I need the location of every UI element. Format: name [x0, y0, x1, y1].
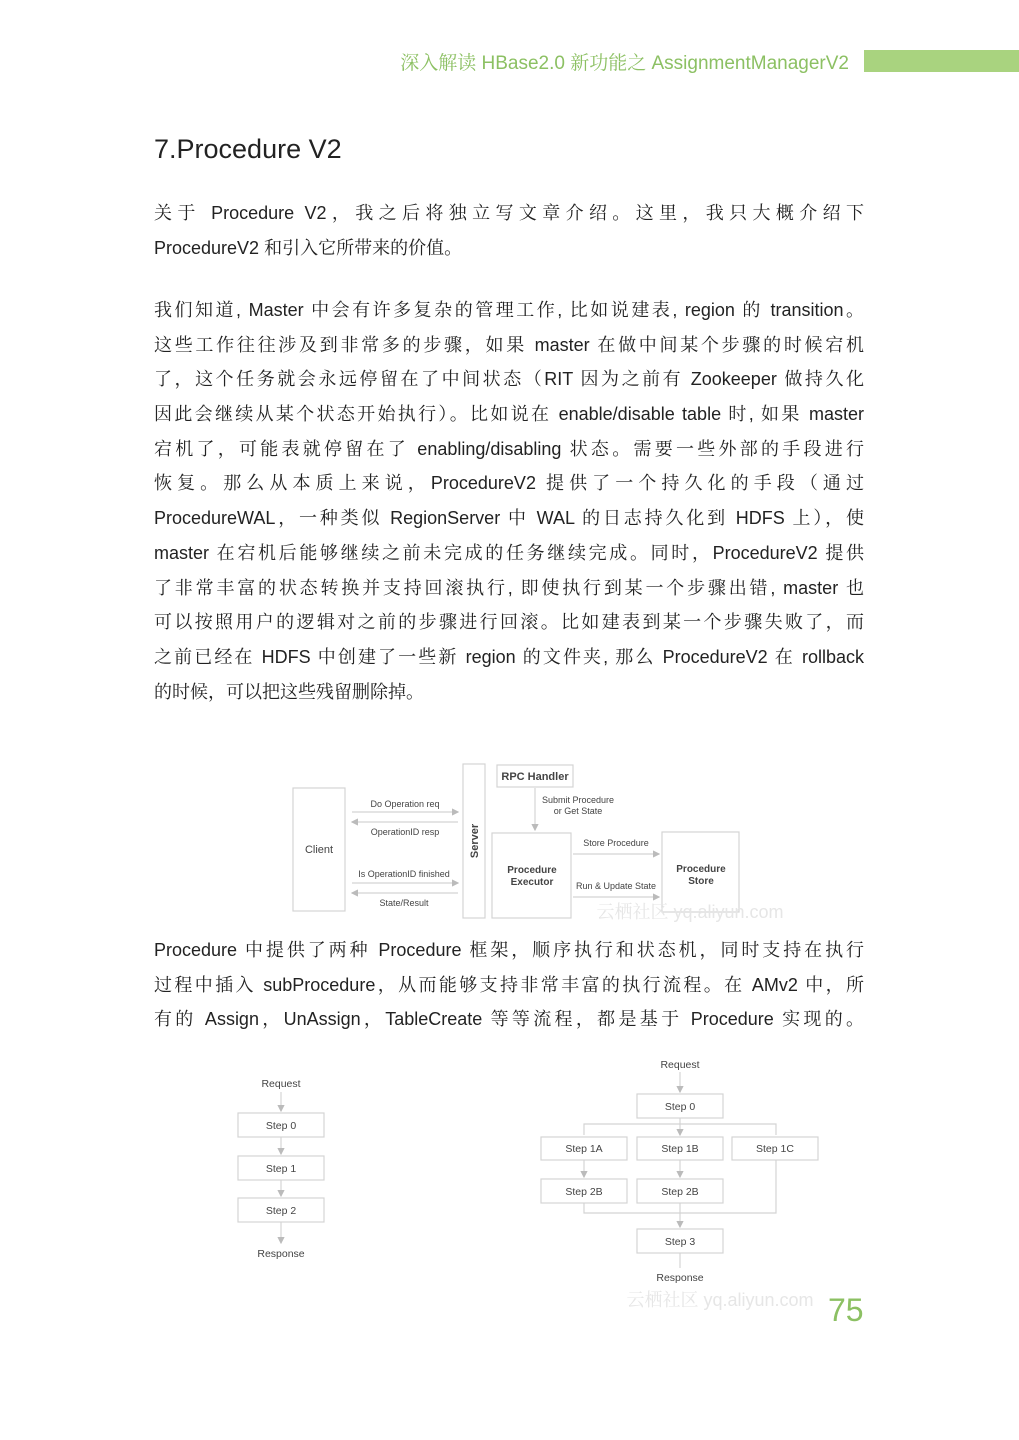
- step-label: Step 0: [664, 1101, 696, 1113]
- server-label: Server: [469, 823, 481, 859]
- step-label: Step 1C: [756, 1143, 794, 1155]
- step-label: Step 2: [265, 1205, 297, 1217]
- operation-resp-label: OperationID resp: [370, 827, 440, 837]
- run-update-label: Run & Update State: [575, 881, 657, 891]
- text-line: 可以按照用户的逻辑对之前的步骤进行回滚。比如建表到某一个步骤失败了，而: [154, 612, 864, 633]
- text-line: 之前已经在 HDFS 中创建了一些新 region 的文件夹, 那么 ProcedureV2 在 rollback: [154, 646, 864, 667]
- text-line: 这些工作往往涉及到非常多的步骤，如果 master 在做中间某个步骤的时候宕机: [154, 334, 864, 355]
- text-line: ProcedureWAL，一种类似 RegionServer 中 WAL 的日志持久化到 HDFS 上），使: [154, 508, 864, 529]
- text-line: 恢复。那么从本质上来说，ProcedureV2 提供了一个持久化的手段（通过: [154, 473, 864, 494]
- state-machine-procedure-diagram: [541, 1059, 818, 1310]
- text-line: 宕机了，可能表就停留在了 enabling/disabling 状态。需要一些外部的手段进行: [154, 438, 864, 459]
- page-number: 75: [828, 1292, 864, 1328]
- text-line: 我们知道, Master 中会有许多复杂的管理工作, 比如说建表, region 的 transition。: [154, 300, 864, 320]
- text-line: 的时候，可以把这些残留删除掉。: [154, 681, 424, 702]
- step-label: Step 1B: [661, 1143, 699, 1155]
- submit-label: Submit Procedure: [541, 795, 615, 805]
- text-line: 过程中插入 subProcedure，从而能够支持非常丰富的执行流程。在 AMv2 中，所: [154, 974, 864, 995]
- text-line: 有的 Assign，UnAssign，TableCreate 等等流程，都是基于 Procedure 实现的。: [154, 1009, 864, 1030]
- executor-label: Procedure: [507, 865, 557, 876]
- text-line: Procedure 中提供了两种 Procedure 框架，顺序执行和状态机，同时支持在执行: [154, 940, 864, 960]
- step-label: Step 3: [664, 1236, 696, 1248]
- section-title: 7.Procedure V2: [154, 134, 342, 164]
- text-line: 了非常丰富的状态转换并支持回滚执行, 即使执行到某一个步骤出错, master 也: [154, 577, 864, 598]
- response-label: Response: [257, 1248, 305, 1260]
- do-operation-label: Do Operation req: [370, 799, 440, 809]
- step-label: Step 1A: [565, 1143, 603, 1155]
- request-label: Request: [261, 1078, 301, 1090]
- text-line: 了，这个任务就会永远停留在了中间状态（RIT 因为之前有 Zookeeper 做持久化: [154, 369, 864, 390]
- step-label: Step 0: [265, 1120, 297, 1132]
- store-label-2: Store: [688, 876, 714, 887]
- text-line: 关于 Procedure V2，我之后将独立写文章介绍。这里，我只大概介绍下: [154, 203, 864, 223]
- store-label: Procedure: [676, 864, 726, 875]
- text-line: master 在宕机后能够继续之前未完成的任务继续完成。同时，ProcedureV2 提供: [154, 542, 864, 563]
- rpc-handler-label: RPC Handler: [501, 771, 569, 783]
- submit-label-2: or Get State: [553, 806, 603, 816]
- procedure-architecture-diagram: [293, 764, 739, 918]
- text-line: ProcedureV2 和引入它所带来的价值。: [154, 237, 463, 258]
- step-label: Step 2B: [565, 1186, 603, 1198]
- watermark: 云栖社区 yq.aliyun.com: [596, 902, 784, 922]
- text-line: 因此会继续从某个状态开始执行）。比如说在 enable/disable table 时, 如果 master: [154, 404, 864, 425]
- client-label: Client: [304, 844, 334, 856]
- state-result-label: State/Result: [379, 898, 429, 908]
- response-label: Response: [656, 1272, 704, 1284]
- sequential-procedure-diagram: [238, 1078, 324, 1260]
- is-finished-label: Is OperationID finished: [358, 869, 450, 879]
- executor-label-2: Executor: [510, 877, 554, 888]
- store-procedure-label: Store Procedure: [583, 838, 649, 848]
- request-label: Request: [660, 1059, 700, 1071]
- step-label: Step 2B: [661, 1186, 699, 1198]
- running-header: 深入解读 HBase2.0 新功能之 AssignmentManagerV2: [400, 53, 849, 74]
- watermark: 云栖社区 yq.aliyun.com: [626, 1290, 814, 1310]
- step-label: Step 1: [265, 1163, 297, 1175]
